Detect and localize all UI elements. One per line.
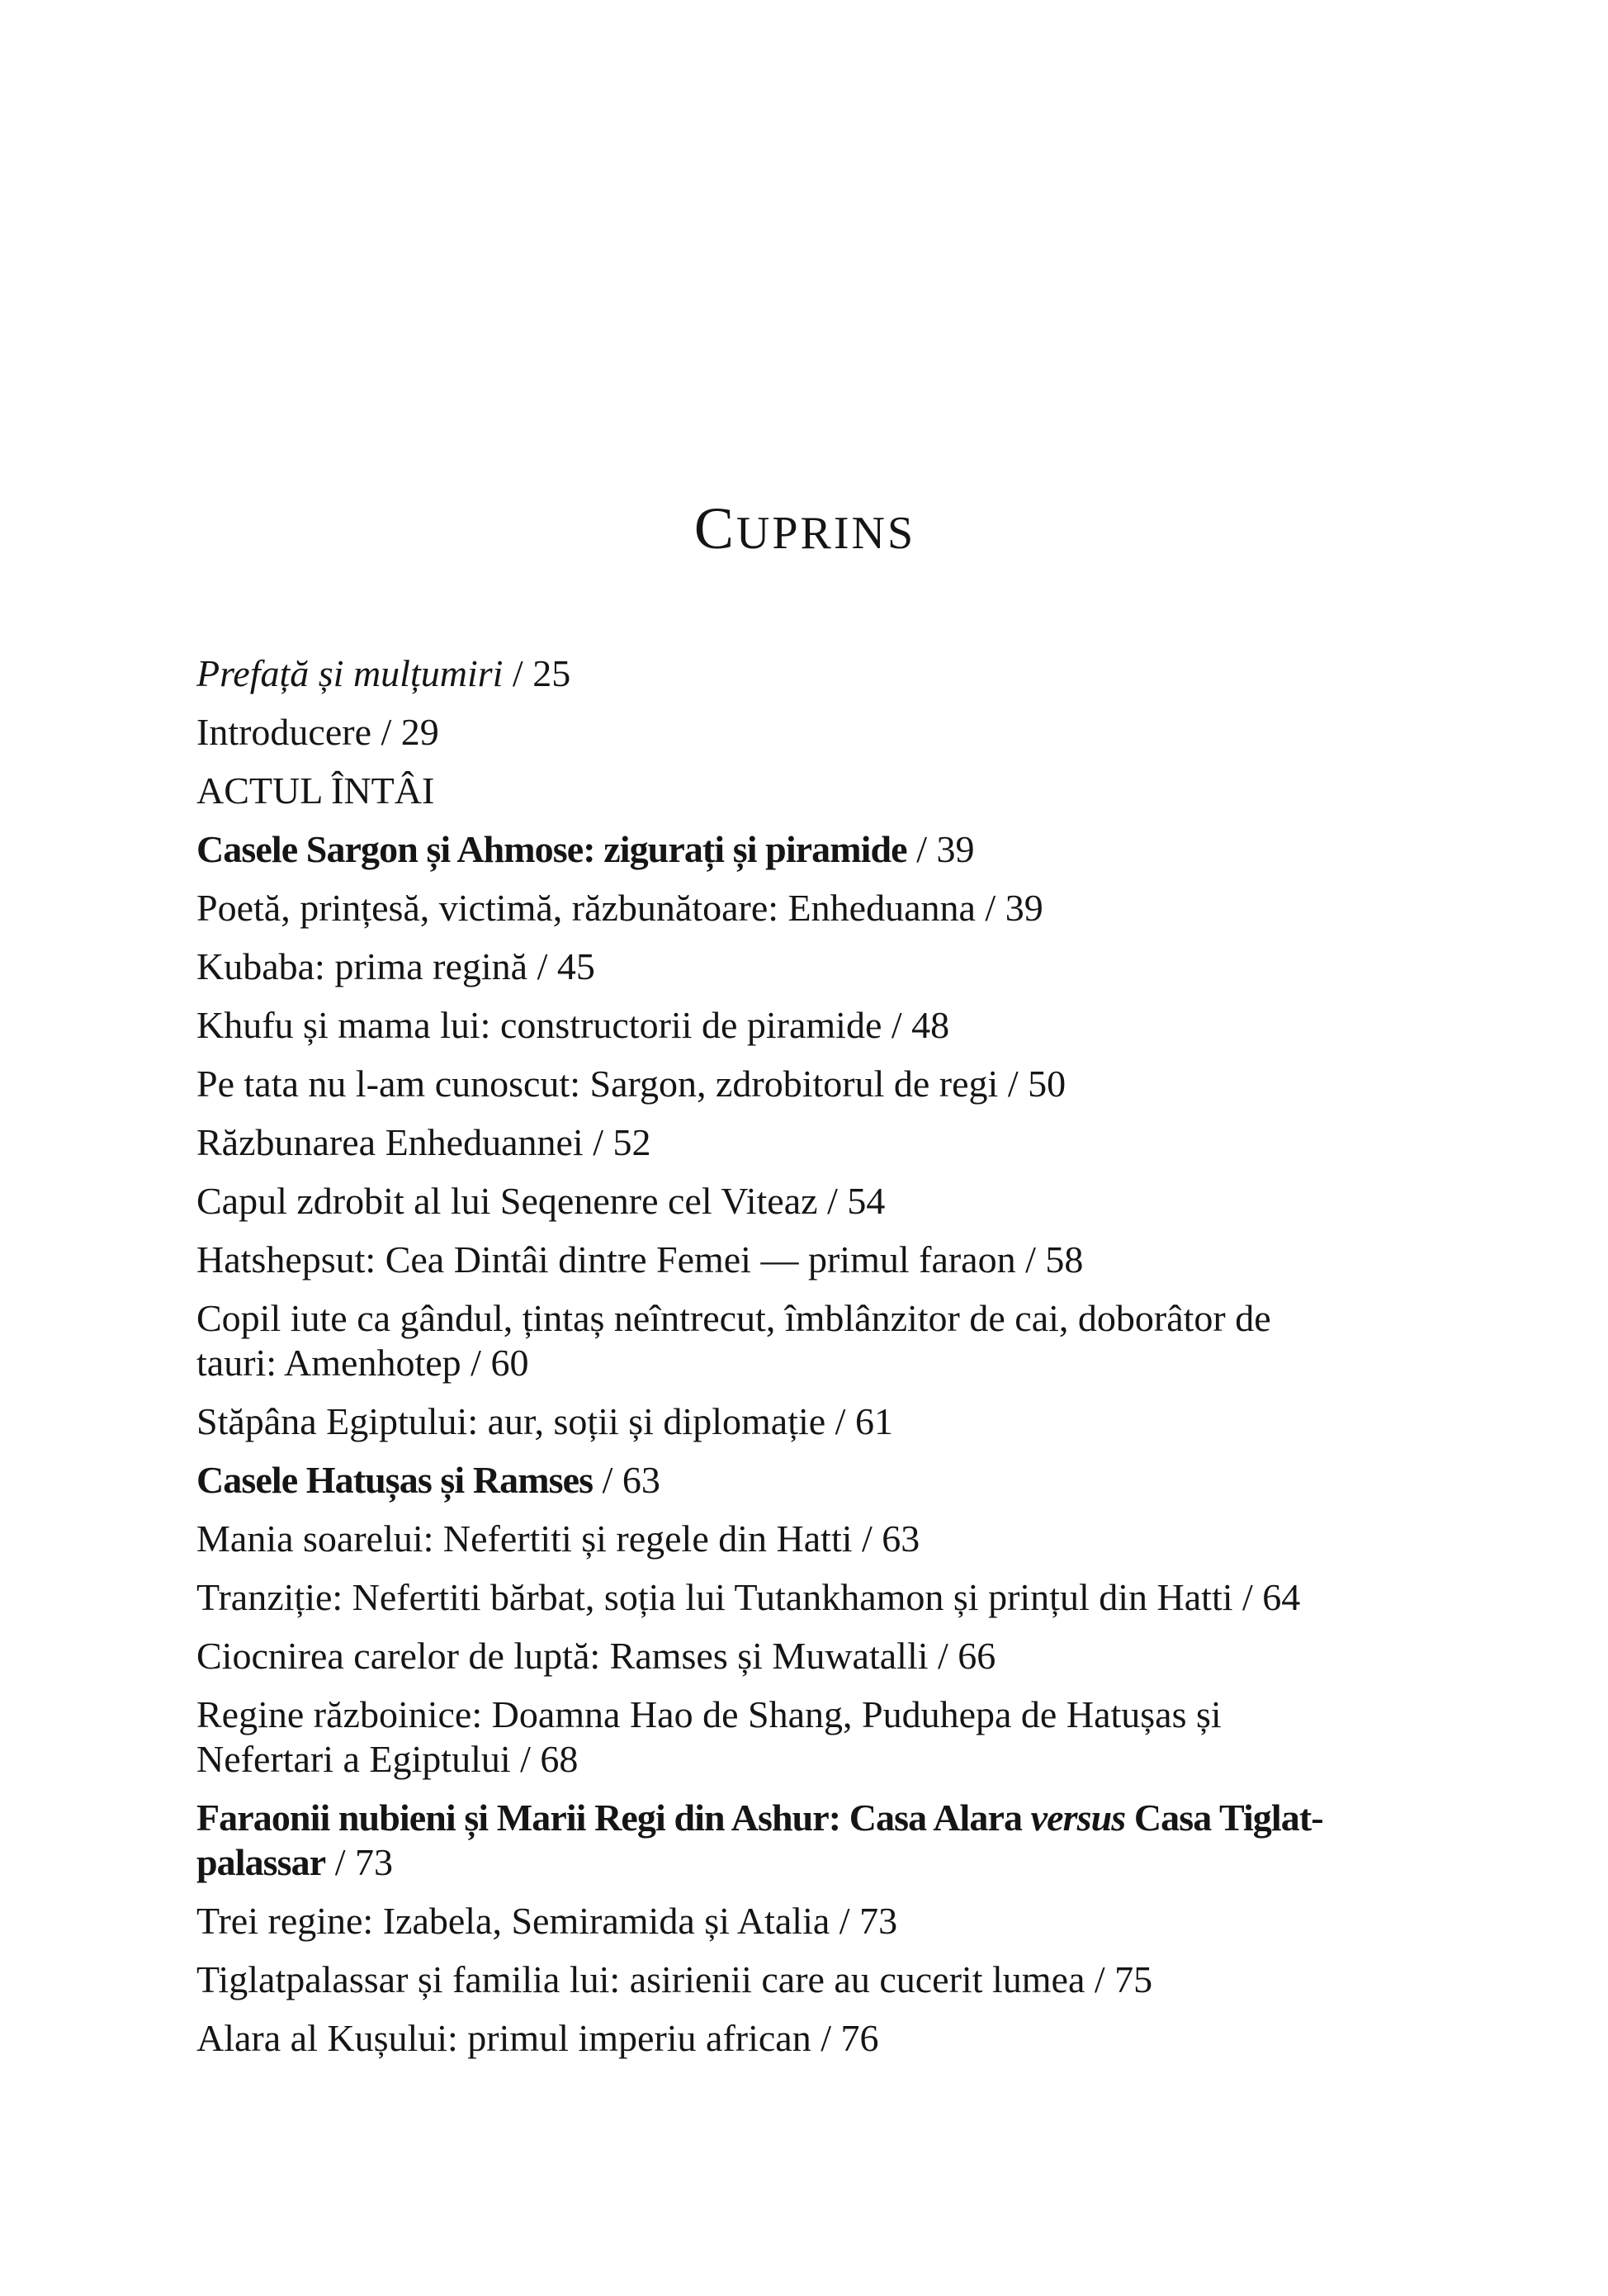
toc-entry-text-segment: Tranziție: Nefertiti bărbat, soția lui Tutankhamon și prințul din Hatti xyxy=(196,1576,1233,1618)
toc-entry-text xyxy=(196,1459,593,1501)
toc-entry-text-segment: Copil iute ca gândul, țintaș neîntrecut, îmblânzitor de cai, doborâtor de xyxy=(196,1297,1271,1339)
toc-entry-text xyxy=(196,1900,830,1942)
page-number: 68 xyxy=(540,1738,579,1780)
toc-entry-text-segment: Tiglatpalassar și familia lui: asirienii care au cucerit lumea xyxy=(196,1958,1085,2000)
toc-entry-text xyxy=(196,945,527,987)
page-separator: / xyxy=(817,1180,848,1222)
toc-entry-text xyxy=(196,711,371,753)
page-number: 63 xyxy=(622,1459,660,1501)
toc-entry-text-segment: Ciocnirea carelor de luptă: Ramses și Muwatalli xyxy=(196,1635,929,1677)
toc-entry xyxy=(196,1458,1413,1503)
page-number: 25 xyxy=(532,652,571,694)
toc-entry-text-segment: Trei regine: Izabela, Semiramida și Atalia xyxy=(196,1900,830,1942)
toc-entry xyxy=(196,769,1413,813)
page-separator: / xyxy=(510,1738,541,1780)
toc-entry-text xyxy=(196,828,907,870)
page-number: 61 xyxy=(854,1400,893,1442)
toc-entry-text xyxy=(196,2017,811,2059)
toc-entry xyxy=(196,1796,1413,1885)
toc-entry-text-segment: Capul zdrobit al lui Seqenenre cel Viteaz xyxy=(196,1180,818,1222)
page-number: 73 xyxy=(859,1900,898,1942)
page-separator: / xyxy=(461,1342,491,1384)
page-separator: / xyxy=(998,1063,1029,1105)
toc-entry xyxy=(196,1179,1413,1224)
toc-entry-text-segment: Casele Hatușas și Ramses xyxy=(196,1459,594,1501)
page-number: 58 xyxy=(1045,1238,1084,1281)
page-number: 48 xyxy=(911,1004,950,1046)
page-separator: / xyxy=(503,652,533,694)
toc-entry xyxy=(196,1003,1413,1048)
toc-entry-text-segment: Alara al Kușului: primul imperiu african xyxy=(196,2017,811,2059)
toc-entry-text-segment: Khufu și mama lui: constructorii de piramide xyxy=(196,1004,882,1046)
title-initial-cap: C xyxy=(693,495,736,561)
toc-entry-text-italic: versus xyxy=(1030,1797,1126,1839)
toc-entry-text xyxy=(196,769,434,812)
toc-entry-text xyxy=(196,1063,998,1105)
toc-entry xyxy=(196,1958,1413,2002)
toc-entry-text xyxy=(196,1693,1222,1780)
toc-entry-text xyxy=(196,1517,853,1560)
page-number: 73 xyxy=(355,1841,394,1883)
toc-entry-text-segment: Poetă, prințesă, victimă, răzbunătoare: Enheduanna xyxy=(196,887,976,929)
toc-entry-text-segment: Stăpâna Egiptului: aur, soții și diplomație xyxy=(196,1400,826,1442)
toc-entry-text-segment: Casa Tiglat- xyxy=(1125,1797,1323,1839)
page-number: 75 xyxy=(1114,1958,1153,2000)
toc-entry xyxy=(196,1238,1413,1282)
page-number: 39 xyxy=(1005,887,1043,929)
toc-entry-text-segment: Regine războinice: Doamna Hao de Shang, Puduhepa de Hatușas și xyxy=(196,1693,1222,1735)
toc-entry-text xyxy=(196,1238,1016,1281)
toc-entry xyxy=(196,1575,1413,1620)
page-number: 76 xyxy=(840,2017,879,2059)
toc-entry-text-segment: Nefertari a Egiptului xyxy=(196,1738,511,1780)
page-number: 54 xyxy=(847,1180,886,1222)
toc-entry xyxy=(196,1062,1413,1106)
toc-entry-text xyxy=(196,1004,882,1046)
toc-entry xyxy=(196,1692,1413,1782)
page-number: 63 xyxy=(882,1517,920,1560)
toc-entry-text xyxy=(196,887,976,929)
page-separator: / xyxy=(593,1459,622,1501)
toc-entry-text-segment: Pe tata nu l-am cunoscut: Sargon, zdrobitorul de regi xyxy=(196,1063,999,1105)
title-small-caps: UPRINS xyxy=(735,508,916,559)
toc-entry-text-segment: palassar xyxy=(196,1841,326,1883)
page-number: 50 xyxy=(1028,1063,1066,1105)
toc-entry-text xyxy=(196,1297,1271,1384)
toc-entry-text xyxy=(196,1121,584,1163)
toc-entry xyxy=(196,1517,1413,1561)
page-separator: / xyxy=(325,1841,356,1883)
page-separator: / xyxy=(371,711,401,753)
toc-entry-text xyxy=(196,1576,1233,1618)
page-number: 39 xyxy=(936,828,975,870)
toc-entry-text-segment: Răzbunarea Enheduannei xyxy=(196,1121,584,1163)
toc-entry-text xyxy=(196,1958,1085,2000)
page-separator: / xyxy=(852,1517,882,1560)
page-number: 60 xyxy=(490,1342,529,1384)
toc-entry-text xyxy=(196,1400,825,1442)
page-number: 29 xyxy=(400,711,439,753)
page-separator: / xyxy=(975,887,1005,929)
toc-entry-text-segment: Casele Sargon și Ahmose: zigurați și piramide xyxy=(196,828,907,870)
page-separator: / xyxy=(1085,1958,1115,2000)
page-number: 64 xyxy=(1262,1576,1301,1618)
toc-entry-text xyxy=(196,1635,929,1677)
toc-entry xyxy=(196,2016,1413,2061)
page-separator: / xyxy=(527,945,557,987)
toc-entry xyxy=(196,1296,1413,1385)
toc-entry xyxy=(196,1634,1413,1678)
page-separator: / xyxy=(928,1635,958,1677)
page-title xyxy=(196,495,1413,563)
toc-entry xyxy=(196,944,1413,989)
toc-entry xyxy=(196,651,1413,696)
toc-entry-text-segment: Prefață și mulțumiri xyxy=(196,652,504,694)
page-number: 52 xyxy=(612,1121,651,1163)
page-separator: / xyxy=(830,1900,860,1942)
toc-entry xyxy=(196,1120,1413,1165)
toc-entry-text xyxy=(196,652,503,694)
toc-entry xyxy=(196,710,1413,755)
page-separator: / xyxy=(906,828,937,870)
toc-entry-text-segment: Introducere xyxy=(196,711,371,753)
page-separator: / xyxy=(811,2017,841,2059)
toc-entry xyxy=(196,886,1413,930)
toc-entry-text xyxy=(196,1180,818,1222)
toc-entry-text-segment: ACTUL ÎNTÂI xyxy=(196,769,435,812)
toc-entry-text-segment: Mania soarelui: Nefertiti și regele din Hatti xyxy=(196,1517,853,1560)
toc-entry-text-segment: Faraonii nubieni și Marii Regi din Ashur: Casa Alara xyxy=(196,1797,1031,1839)
page-separator: / xyxy=(882,1004,912,1046)
page-number: 45 xyxy=(556,945,595,987)
toc-entry xyxy=(196,1399,1413,1444)
toc-entry-text-segment: Kubaba: prima regină xyxy=(196,945,528,987)
page-separator: / xyxy=(583,1121,613,1163)
page-separator: / xyxy=(825,1400,855,1442)
toc-entry-text-segment: Hatshepsut: Cea Dintâi dintre Femei — primul faraon xyxy=(196,1238,1016,1281)
page-separator: / xyxy=(1232,1576,1263,1618)
toc-entry xyxy=(196,1899,1413,1943)
toc-entry-text-segment: tauri: Amenhotep xyxy=(196,1342,461,1384)
toc-entry xyxy=(196,827,1413,872)
page-number: 66 xyxy=(958,1635,996,1677)
page-separator: / xyxy=(1015,1238,1046,1281)
toc-entries xyxy=(196,651,1413,2061)
